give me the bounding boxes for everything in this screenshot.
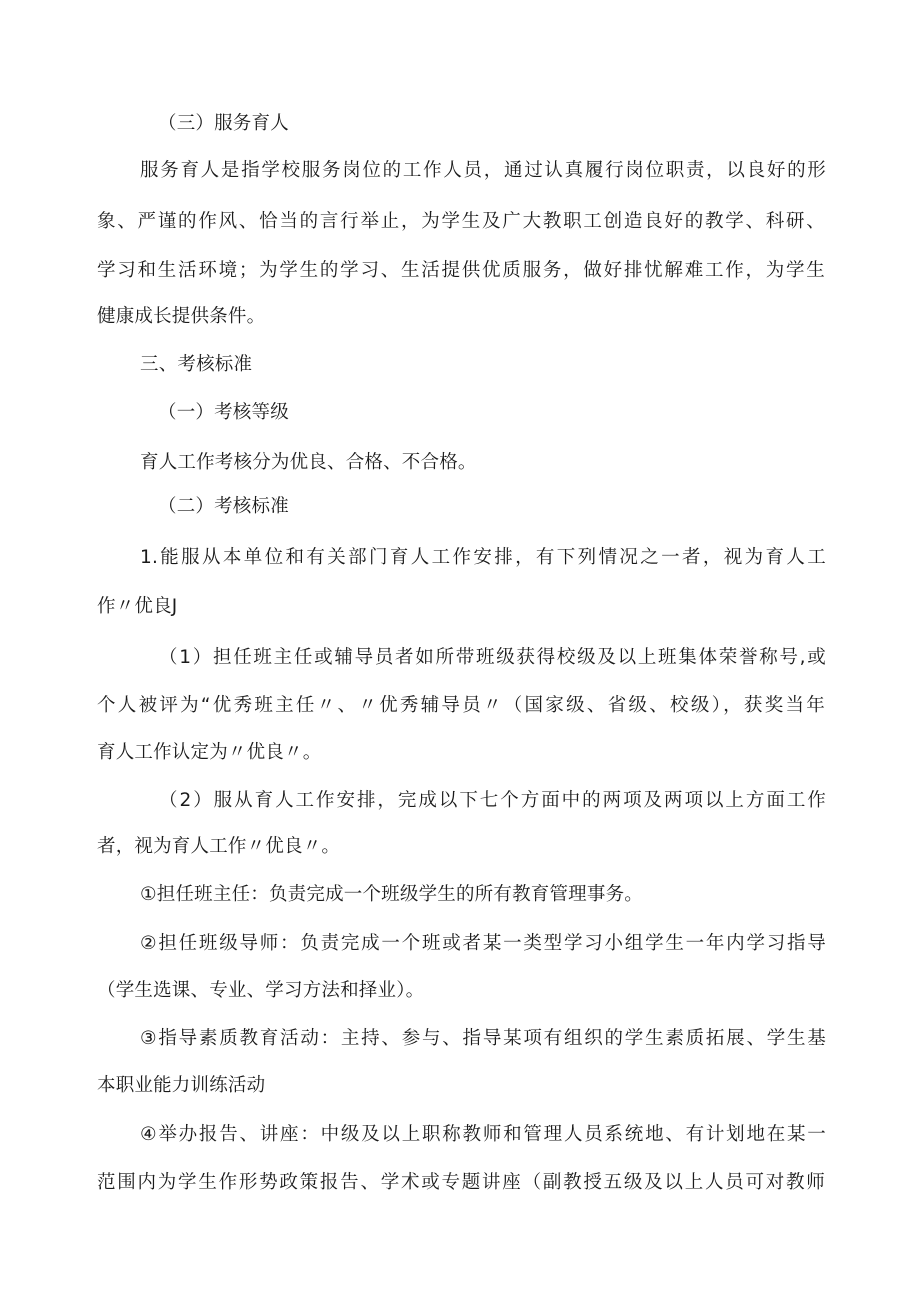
item-1-line-1: 1.能服从本单位和有关部门育人工作安排，有下列情况之一者，视为育人工 <box>140 547 826 568</box>
section-heading-service-education: （三）服务育人 <box>158 113 289 134</box>
criterion-3-line-1: ③指导素质教育活动：主持、参与、指导某项有组织的学生素质拓展、学生基 <box>140 1028 826 1049</box>
item-1-line-2: 作〃优良J <box>97 596 178 617</box>
grades-text: 育人工作考核分为优良、合格、不合格。 <box>140 452 477 473</box>
service-paragraph-line-3: 学习和生活环境；为学生的学习、生活提供优质服务，做好排忧解难工作，为学生 <box>97 260 825 281</box>
criterion-3-line-2: 本职业能力训练活动 <box>97 1075 266 1096</box>
criterion-4-line-1: ④举办报告、讲座：中级及以上职称教师和管理人员系统地、有计划地在某一 <box>140 1124 826 1145</box>
subsection-heading-standards: （二）考核标准 <box>158 496 289 517</box>
criterion-4-line-2: 范围内为学生作形势政策报告、学术或专题讲座（副教授五级及以上人员可对教师 <box>97 1172 825 1193</box>
service-paragraph-line-1: 服务育人是指学校服务岗位的工作人员，通过认真履行岗位职责，以良好的形 <box>140 160 826 181</box>
criterion-1: ①担任班主任：负责完成一个班级学生的所有教育管理事务。 <box>140 884 643 905</box>
criterion-2-line-1: ②担任班级导师：负责完成一个班或者某一类型学习小组学生一年内学习指导 <box>140 933 826 954</box>
item-1-2-line-2: 者，视为育人工作〃优良〃。 <box>97 836 341 857</box>
item-1-2-line-1: （2）服从育人工作安排，完成以下七个方面中的两项及两项以上方面工作 <box>159 790 826 811</box>
item-1-1-line-1: （1）担任班主任或辅导员者如所带班级获得校级及以上班集体荣誉称号,或 <box>159 647 826 668</box>
item-1-1-line-3: 育人工作认定为〃优良〃。 <box>97 742 322 763</box>
subsection-heading-grades: （一）考核等级 <box>158 402 289 423</box>
criterion-2-line-2: （学生选课、专业、学习方法和择业）。 <box>97 980 425 1001</box>
service-paragraph-line-2: 象、严谨的作风、恰当的言行举止，为学生及广大教职工创造良好的教学、科研、 <box>97 211 825 232</box>
item-1-1-line-2: 个人被评为“优秀班主任〃、〃优秀辅导员〃（国家级、省级、校级），获奖当年 <box>97 695 825 716</box>
section-heading-assessment-standards: 三、考核标准 <box>140 354 253 375</box>
service-paragraph-line-4: 健康成长提供条件。 <box>97 306 266 327</box>
